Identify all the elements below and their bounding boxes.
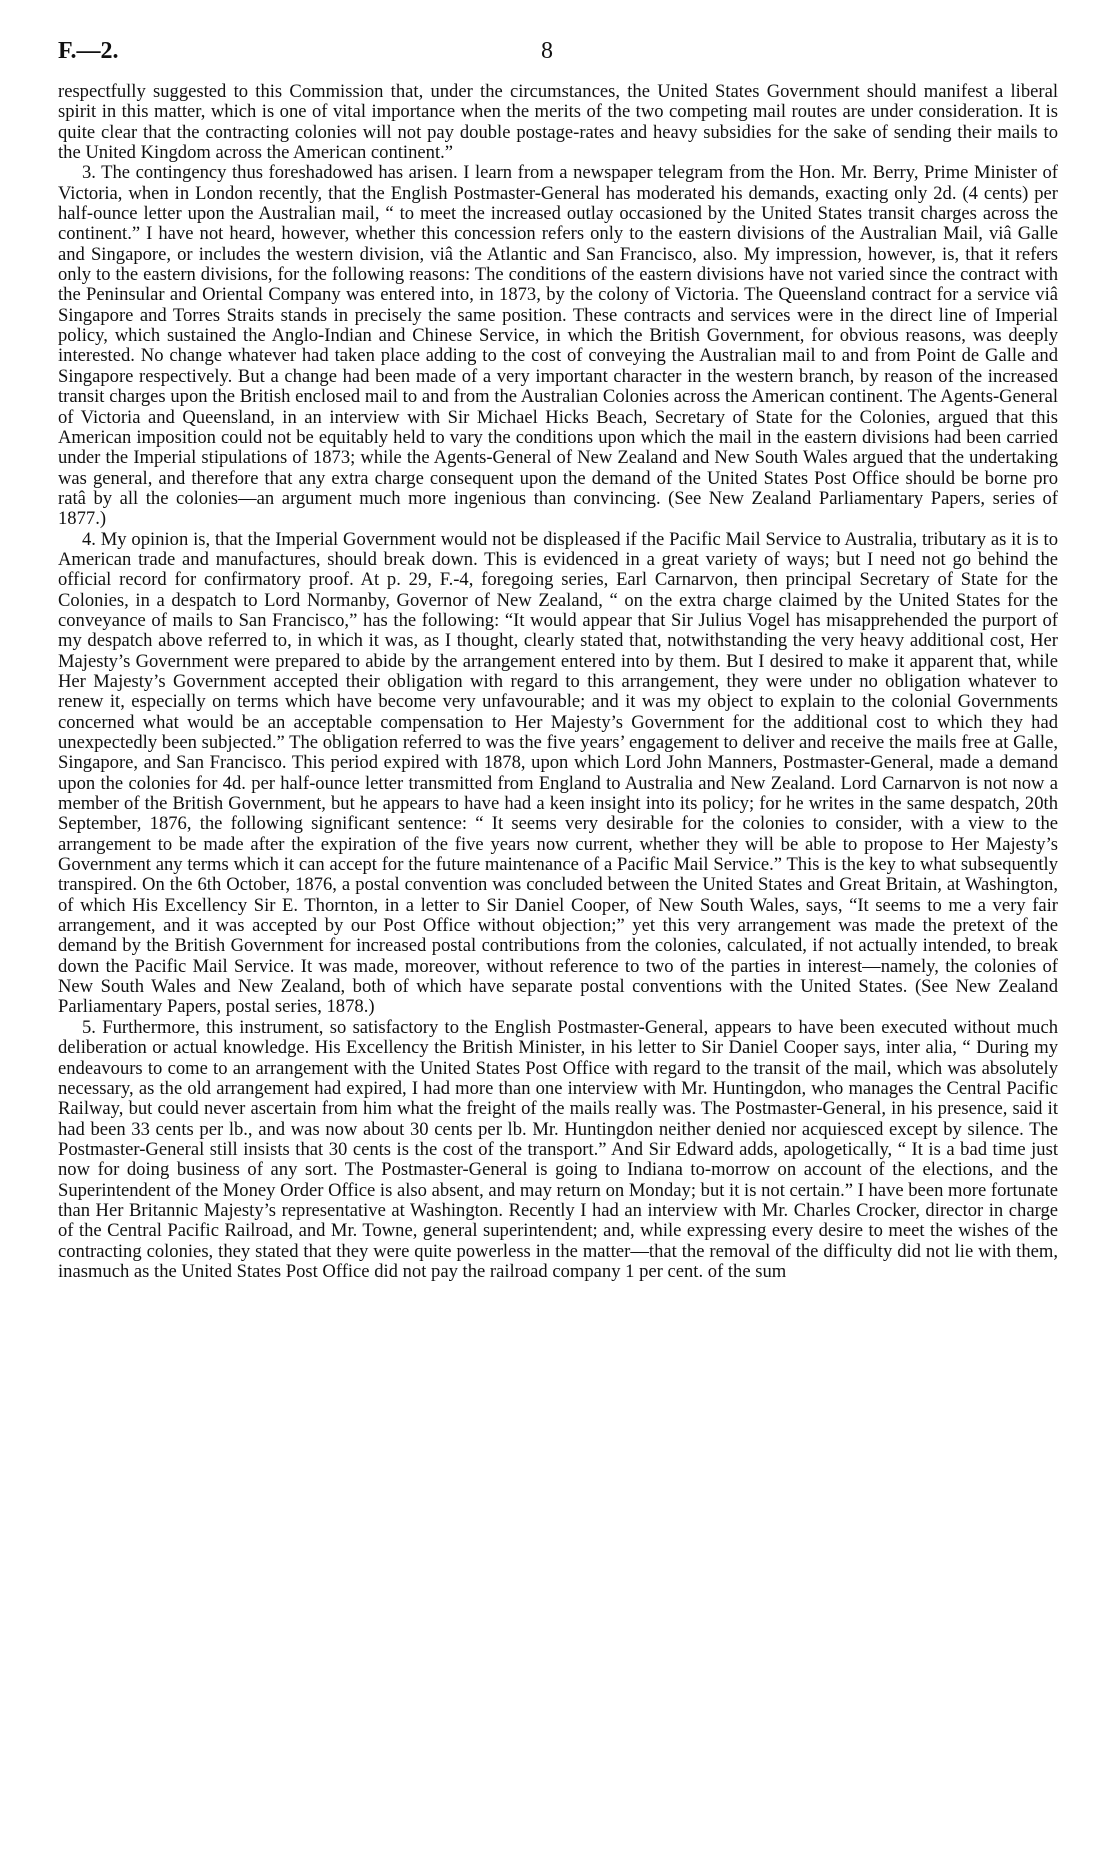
page-number: 8 — [541, 38, 553, 64]
document-reference: F.—2. — [58, 38, 119, 64]
paragraph-3: 3. The contingency thus foreshadowed has arisen. I learn from a newspaper telegram from the Hon. Mr. Berry, Prime Minister of Victoria, when in London recently, that the English Postmaster-General has moderated his demands, exacting only 2d. (4 cents) per half-ounce letter upon the Australian mail, “ to meet the increased outlay occasioned by the United States transit charges across the continent.” I have not heard, however, whether this concession refers only to the eastern divisions of the Australian Mail, viâ Galle and Singapore, or includes the western division, viâ the Atlantic and San Francisco, also. My impression, however, is, that it refers only to the eastern divisions, for the following reasons: The conditions of the eastern divisions have not varied since the contract with the Peninsular and Oriental Company was entered into, in 1873, by the colony of Victoria. The Queensland contract for a service viâ Singapore and Torres Straits stands in precisely the same position. These contracts and services were in the direct line of Imperial policy, which sustained the Anglo-Indian and Chinese Service, in which the British Government, for obvious reasons, was deeply interested. No change whatever had taken place adding to the cost of conveying the Australian mail to and from Point de Galle and Singapore respectively. But a change had been made of a very important character in the western branch, by reason of the increased transit charges upon the British enclosed mail to and from the Australian Colonies across the American continent. The Agents-General of Victoria and Queensland, in an interview with Sir Michael Hicks Beach, Secretary of State for the Colonies, argued that this American imposition could not be equitably held to vary the conditions upon which the mail in the eastern divisions had been carried under the Imperial stipulations of 1873; while the Agents-General of New Zealand and New South Wales argued that the undertaking was general, and therefore that any extra charge consequent upon the demand of the United States Post Office should be borne pro ratâ by all the colonies—an argument much more ingenious than convincing. (See New Zealand Parliamentary Papers, series of 1877.) — [58, 162, 1058, 530]
page-body — [58, 82, 1058, 1282]
paragraph-5: 5. Furthermore, this instrument, so satisfactory to the English Postmaster-General, appears to have been executed without much deliberation or actual knowledge. His Excellency the British Minister, in his letter to Sir Daniel Cooper says, inter alia, “ During my endeavours to come to an arrangement with the United States Post Office with regard to the transit of the mail, which was absolutely necessary, as the old arrangement had expired, I had more than one interview with Mr. Huntingdon, who manages the Central Pacific Railway, but could never ascertain from him what the freight of the mails really was. The Postmaster-General, in his presence, said it had been 33 cents per lb., and was now about 30 cents per lb. Mr. Huntingdon neither denied nor acquiesced except by silence. The Postmaster-General still insists that 30 cents is the cost of the transport.” And Sir Edward adds, apologetically, “ It is a bad time just now for doing business of any sort. The Postmaster-General is going to Indiana to-morrow on account of the elections, and the Superintendent of the Money Order Office is also absent, and may return on Monday; but it is not certain.” I have been more fortunate than Her Britannic Majesty’s representative at Washington. Recently I had an interview with Mr. Charles Crocker, director in charge of the Central Pacific Railroad, and Mr. Towne, general superintendent; and, while expressing every desire to meet the wishes of the contracting colonies, they stated that they were quite powerless in the matter—that the removal of the difficulty did not lie with them, inasmuch as the United States Post Office did not pay the railroad company 1 per cent. of the sum — [58, 1016, 1058, 1282]
paragraph-continued: respectfully suggested to this Commission that, under the circumstances, the United States Government should manifest a liberal spirit in this matter, which is one of vital importance when the merits of the two competing mail routes are under consideration. It is quite clear that the contracting colonies will not pay double postage-rates and heavy subsidies for the sake of sending their mails to the United Kingdom across the American continent.” — [58, 81, 1058, 164]
page-header — [58, 38, 1058, 82]
paragraph-4: 4. My opinion is, that the Imperial Government would not be displeased if the Pacific Mail Service to Australia, tributary as it is to American trade and manufactures, should break down. This is evidenced in a great variety of ways; but I need not go behind the official record for confirmatory proof. At p. 29, F.-4, foregoing series, Earl Carnarvon, then principal Secretary of State for the Colonies, in a despatch to Lord Normanby, Governor of New Zealand, “ on the extra charge claimed by the United States for the conveyance of mails to San Francisco,” has the following: “It would appear that Sir Julius Vogel has misapprehended the purport of my despatch above referred to, in which it was, as I thought, clearly stated that, notwithstanding the very heavy additional cost, Her Majesty’s Government were prepared to abide by the arrangement entered into by them. But I desired to make it apparent that, while Her Majesty’s Government accepted their obligation with regard to this arrangement, they were under no obligation whatever to renew it, especially on terms which have become very unfavourable; and it was my object to explain to the colonial Governments concerned what would be an acceptable compensation to Her Majesty’s Government for the additional cost to which they had unexpectedly been subjected.” The obligation referred to was the five years’ engagement to deliver and receive the mails free at Galle, Singapore, and San Francisco. This period expired with 1878, upon which Lord John Manners, Postmaster-General, made a demand upon the colonies for 4d. per half-ounce letter transmitted from England to Australia and New Zealand. Lord Carnarvon is not now a member of the British Government, but he appears to have had a keen insight into its policy; for he writes in the same despatch, 20th September, 1876, the following significant sentence: “ It seems very desirable for the colonies to consider, with a view to the arrangement to be made after the expiration of the five years now current, whether they will be able to propose to Her Majesty’s Government any terms which it can accept for the future maintenance of a Pacific Mail Service.” This is the key to what subsequently transpired. On the 6th October, 1876, a postal convention was concluded between the United States and Great Britain, at Washington, of which His Excellency Sir E. Thornton, in a letter to Sir Daniel Cooper, of New South Wales, says, “It seems to me a very fair arrangement, and it was accepted by our Post Office without objection;” yet this very arrangement was made the pretext of the demand by the British Government for increased postal contributions from the colonies, calculated, if not actually intended, to break down the Pacific Mail Service. It was made, moreover, without reference to two of the parties in interest—namely, the colonies of New South Wales and New Zealand, both of which have separate postal conventions with the United States. (See New Zealand Parliamentary Papers, postal series, 1878.) — [58, 528, 1058, 1018]
